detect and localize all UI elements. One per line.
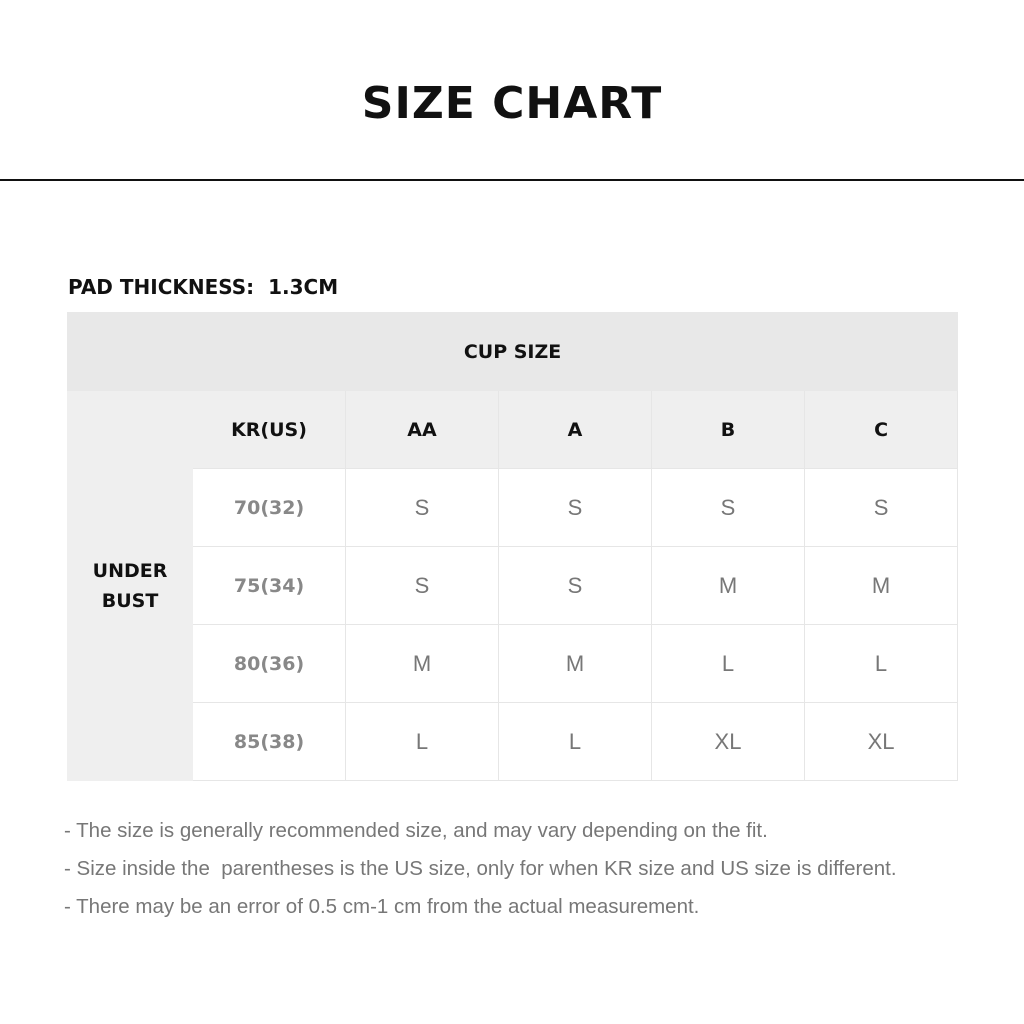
cup-size-header: CUP SIZE xyxy=(68,313,958,391)
table-row xyxy=(68,625,958,703)
size-cell: XL xyxy=(805,703,958,781)
column-header-a: A xyxy=(499,391,652,469)
kr-us-cell: 75(34) xyxy=(193,547,346,625)
table-row xyxy=(68,547,958,625)
size-cell: L xyxy=(652,625,805,703)
size-cell: L xyxy=(805,625,958,703)
under-bust-line2: BUST xyxy=(101,589,159,612)
size-notes xyxy=(64,812,1004,926)
column-header-b: B xyxy=(652,391,805,469)
table-row xyxy=(68,703,958,781)
size-cell: S xyxy=(346,547,499,625)
size-cell: M xyxy=(652,547,805,625)
under-bust-line1: UNDER xyxy=(92,559,168,582)
size-chart-table xyxy=(67,312,958,781)
size-cell: S xyxy=(652,469,805,547)
column-header-row xyxy=(68,391,958,469)
pad-thickness-label: PAD THICKNESS: 1.3CM xyxy=(68,275,339,299)
size-cell: M xyxy=(346,625,499,703)
table-row xyxy=(68,469,958,547)
size-cell: M xyxy=(805,547,958,625)
kr-us-cell: 85(38) xyxy=(193,703,346,781)
size-cell: XL xyxy=(652,703,805,781)
size-cell: S xyxy=(346,469,499,547)
kr-us-cell: 70(32) xyxy=(193,469,346,547)
size-cell: S xyxy=(499,547,652,625)
note-measurement-error: - There may be an error of 0.5 cm-1 cm from the actual measurement. xyxy=(64,895,700,918)
column-header-kr-us: KR(US) xyxy=(193,391,346,469)
column-header-c: C xyxy=(805,391,958,469)
under-bust-label xyxy=(68,391,193,781)
column-header-aa: AA xyxy=(346,391,499,469)
size-cell: S xyxy=(805,469,958,547)
page-title: SIZE CHART xyxy=(361,78,663,129)
note-us-size: - Size inside the parentheses is the US size, only for when KR size and US size is different. xyxy=(64,857,897,880)
size-cell: M xyxy=(499,625,652,703)
size-cell: S xyxy=(499,469,652,547)
size-cell: L xyxy=(346,703,499,781)
title-divider xyxy=(0,179,1024,181)
note-fit: - The size is generally recommended size, and may vary depending on the fit. xyxy=(64,819,768,842)
kr-us-cell: 80(36) xyxy=(193,625,346,703)
size-cell: L xyxy=(499,703,652,781)
